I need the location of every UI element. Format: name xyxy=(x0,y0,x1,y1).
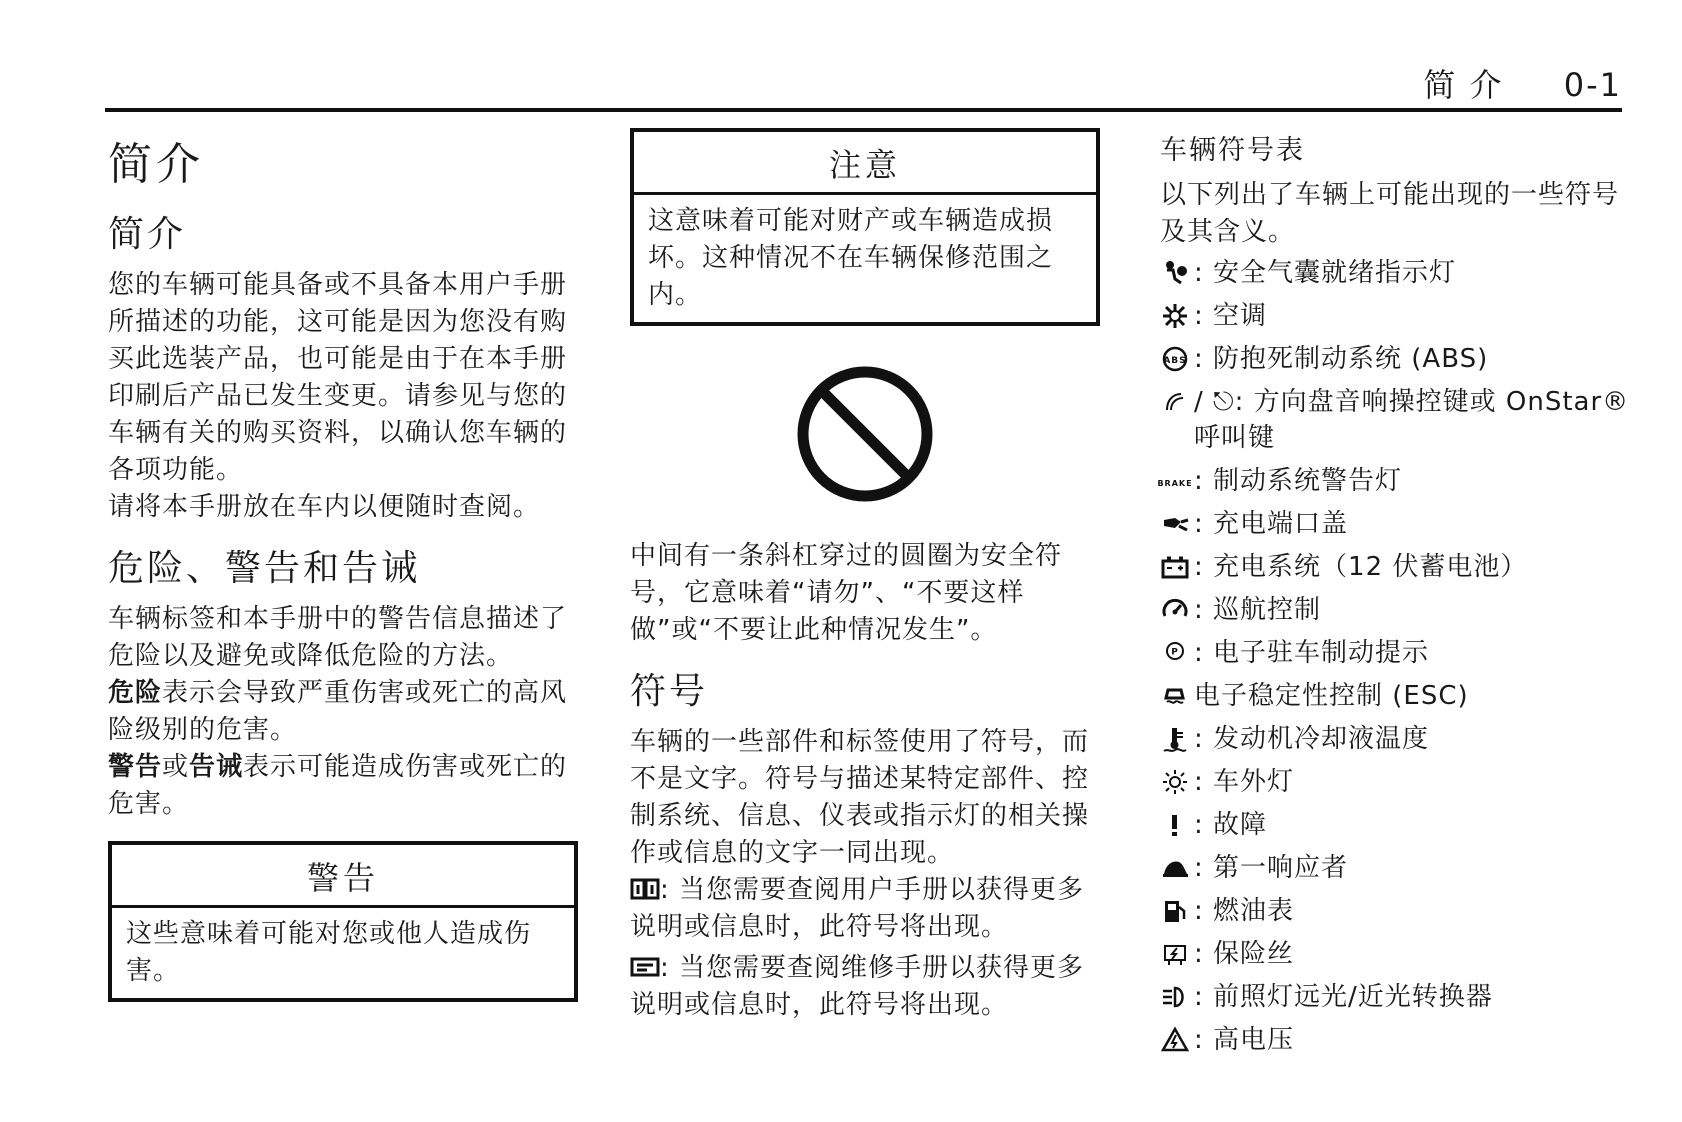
list-item: : 车外灯 xyxy=(1160,764,1630,800)
manual-symbol-line: : 当您需要查阅用户手册以获得更多说明或信息时，此符号将出现。 xyxy=(630,875,1085,942)
page-header xyxy=(105,52,1622,112)
page-number: 0-1 xyxy=(1563,66,1622,104)
list-item: ABS : 防抱死制动系统 (ABS) xyxy=(1160,341,1630,377)
esc-icon xyxy=(1160,681,1190,711)
list-item: / ⎋: 方向盘音响操控键或 OnStar®呼叫键 xyxy=(1160,384,1630,456)
high-voltage-icon xyxy=(1160,1025,1190,1055)
cruise-control-icon xyxy=(1160,595,1190,625)
notice-box xyxy=(630,128,1100,326)
intro-heading: 简介 xyxy=(108,214,187,255)
vehicle-symbols-heading: 车辆符号表 xyxy=(1160,135,1305,166)
fault-icon xyxy=(1160,810,1190,840)
list-item: 电子稳定性控制 (ESC) xyxy=(1160,678,1630,714)
chapter-title: 简介 xyxy=(108,139,204,190)
list-item: : 高电压 xyxy=(1160,1022,1630,1058)
warning-box-title: 警告 xyxy=(112,845,574,908)
list-item: : 保险丝 xyxy=(1160,936,1630,972)
exterior-lamp-icon xyxy=(1160,767,1190,797)
abs-icon xyxy=(1160,344,1190,374)
caution-word: 告诫 xyxy=(189,752,244,782)
airbag-icon xyxy=(1160,258,1190,288)
svg-text:BRAKE: BRAKE xyxy=(1157,479,1193,488)
service-symbol-line: : 当您需要查阅维修手册以获得更多说明或信息时，此符号将出现。 xyxy=(630,953,1085,1020)
prohibition-icon xyxy=(795,364,935,504)
charging-port-icon xyxy=(1160,509,1190,539)
warning-box-body: 这些意味着可能对您或他人造成伤害。 xyxy=(126,919,532,986)
list-item: : 巡航控制 xyxy=(1160,592,1630,628)
warning-definition: 警告或告诫表示可能造成伤害或死亡的危害。 xyxy=(108,752,568,819)
list-item: : 安全气囊就绪指示灯 xyxy=(1160,255,1630,291)
steering-voice-icon xyxy=(1160,387,1190,417)
battery-icon xyxy=(1160,552,1190,582)
list-item: : 充电端口盖 xyxy=(1160,506,1630,542)
danger-paragraph: 车辆标签和本手册中的警告信息描述了危险以及避免或降低危险的方法。 xyxy=(108,604,568,671)
column-right xyxy=(1157,128,1630,1065)
section-title: 简 介 xyxy=(1423,66,1504,104)
danger-word: 危险 xyxy=(108,678,163,708)
air-conditioning-icon xyxy=(1160,301,1190,331)
headlamp-icon xyxy=(1160,982,1190,1012)
notice-box-title: 注意 xyxy=(634,132,1096,195)
danger-definition: 危险表示会导致严重伤害或死亡的高风险级别的危害。 xyxy=(108,678,568,745)
intro-paragraph: 您的车辆可能具备或不具备本用户手册所描述的功能，这可能是因为您没有购买此选装产品，也可能是由于在本手册印刷后产品已发生变更。请参见与您的车辆有关的购买资料，以确认您车辆的各项功能。 xyxy=(108,270,568,485)
first-responder-icon xyxy=(1160,853,1190,883)
list-item: P : 电子驻车制动提示 xyxy=(1160,635,1630,671)
column-left xyxy=(108,128,578,1002)
fuse-icon xyxy=(1160,939,1190,969)
list-item: : 故障 xyxy=(1160,807,1630,843)
fuel-gauge-icon xyxy=(1160,896,1190,926)
keep-manual-paragraph: 请将本手册放在车内以便随时查阅。 xyxy=(108,492,541,522)
vehicle-symbol-list xyxy=(1157,255,1630,1058)
svg-text:ABS: ABS xyxy=(1163,356,1187,366)
list-item: : 充电系统（12 伏蓄电池） xyxy=(1160,549,1630,585)
list-item: : 前照灯远光/近光转换器 xyxy=(1160,979,1630,1015)
list-item: : 燃油表 xyxy=(1160,893,1630,929)
svg-text:P: P xyxy=(1171,647,1179,658)
list-item: : 空调 xyxy=(1160,298,1630,334)
column-middle xyxy=(630,128,1100,1024)
symbols-heading: 符号 xyxy=(630,671,709,712)
coolant-temp-icon xyxy=(1160,724,1190,754)
list-item: BRAKE : 制动系统警告灯 xyxy=(1157,466,1403,496)
list-item: : 发动机冷却液温度 xyxy=(1160,721,1630,757)
running-header xyxy=(1423,60,1622,106)
safety-symbol-paragraph: 中间有一条斜杠穿过的圆圈为安全符号，它意味着“请勿”、“不要这样做”或“不要让此种情况发生”。 xyxy=(630,541,1063,645)
symbols-paragraph: 车辆的一些部件和标签使用了符号，而不是文字。符号与描述某特定部件、控制系统、信息、仪表或指示灯的相关操作或信息的文字一同出现。 xyxy=(630,727,1090,868)
list-item: : 第一响应者 xyxy=(1160,850,1630,886)
parking-brake-icon xyxy=(1160,638,1190,668)
notice-box-body: 这意味着可能对财产或车辆造成损坏。这种情况不在车辆保修范围之内。 xyxy=(648,206,1054,310)
brake-icon xyxy=(1157,466,1193,496)
vehicle-symbols-intro: 以下列出了车辆上可能出现的一些符号及其含义。 xyxy=(1160,180,1620,247)
service-manual-icon xyxy=(630,954,660,980)
warning-box xyxy=(108,841,578,1002)
owner-manual-icon xyxy=(630,876,660,902)
warning-word: 警告 xyxy=(108,752,163,782)
danger-heading: 危险、警告和告诫 xyxy=(108,548,421,589)
